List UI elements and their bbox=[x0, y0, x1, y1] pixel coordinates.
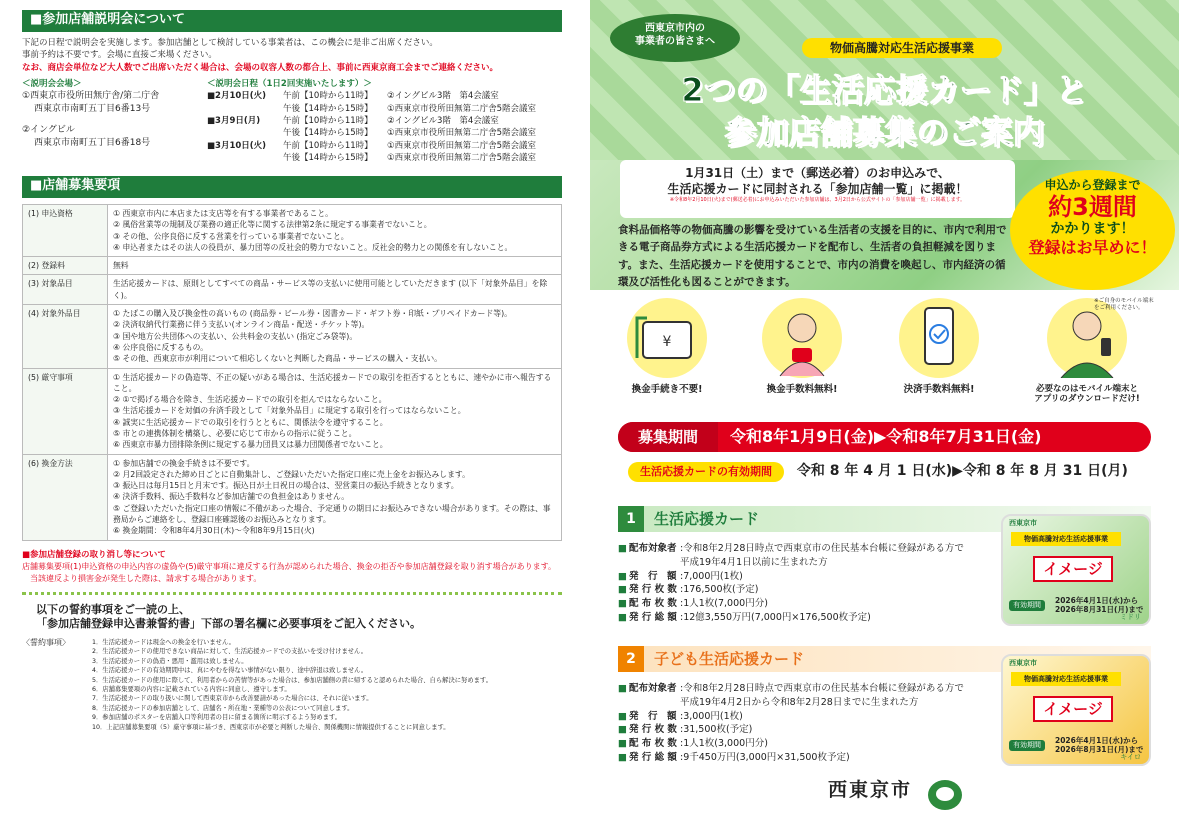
card-1-details bbox=[618, 542, 968, 625]
program-label: 物価高騰対応生活応援事業 bbox=[802, 38, 1002, 58]
schedule-cell: ②イングビル3階 第4会議室 bbox=[387, 115, 499, 126]
oath-item: 2．生活応援カードの使用できない商品に対して、生活応援カードでの支払いを受け付けません。 bbox=[92, 648, 368, 656]
oath-item: 10．上記店舗募集要項（5）厳守事項に基づき、西東京市が必要と判断した場合、関係機関に情報提供することに同意します。 bbox=[92, 723, 450, 731]
card-detail-value: :1人1枚(3,000円分) bbox=[680, 738, 768, 750]
card-detail-row bbox=[618, 570, 968, 584]
card-2-image bbox=[1001, 654, 1151, 766]
oath-item: 9．参加店舗のポスターを店舗入口等利用者の目に留まる箇所に明示するよう努めます。 bbox=[92, 714, 342, 722]
validity-period bbox=[628, 462, 1148, 488]
card-detail-value: :7,000円(1枚) bbox=[680, 570, 743, 582]
schedule-block bbox=[207, 78, 562, 166]
schedule-row bbox=[207, 127, 562, 139]
card-1-valid-dates: 2026年4月1日(水)から 2026年8月31日(月)まで bbox=[1055, 596, 1144, 615]
schedule-list bbox=[207, 90, 562, 164]
card-2-logo: 西東京市 bbox=[1009, 659, 1037, 667]
oath-label: 〈誓約事項〉 bbox=[22, 637, 70, 647]
oath-item: 1．生活応援カードは現金への換金を行いません。 bbox=[92, 638, 235, 646]
schedule-cell: 午後【14時から15時】 bbox=[283, 152, 373, 163]
requirements-table bbox=[22, 204, 562, 541]
schedule-row bbox=[207, 140, 562, 152]
city-logo-icon bbox=[928, 780, 962, 810]
card-detail-value: :31,500枚(予定) bbox=[680, 724, 753, 736]
card-1-color-name: ミドリ bbox=[1120, 612, 1141, 621]
validity-value: 令和 8 年 4 月 1 日(水)▶令和 8 年 8 月 31 日(月) bbox=[796, 463, 1128, 479]
card-1-logo: 西東京市 bbox=[1009, 519, 1037, 527]
requirement-key: (6) 換金方法 bbox=[23, 454, 108, 540]
badge-line-2: 約3週間 bbox=[1048, 192, 1137, 221]
left-column bbox=[22, 10, 562, 732]
audience-badge: 西東京市内の 事業者の皆さまへ bbox=[610, 14, 740, 62]
program-description: 食料品価格等の物価高騰の影響を受けている生活者の支援を目的に、市内で利用できる電子商品券方式による生活応援カードを配布し、生活者の負担軽減を図ります。また、生活応援カードを使用することで、市内の消費を喚起し、市内経済の循環及び活性化も図ることができます。 bbox=[618, 224, 1007, 288]
schedule-cell: ■3月9日(月) bbox=[207, 115, 261, 126]
deadline-notice bbox=[620, 160, 1015, 218]
briefing-notice: なお、商店会単位など大人数でご出席いただく場合は、会場の収容人数の都合上、事前に西東京商工会までご連絡ください。 bbox=[22, 62, 499, 73]
requirement-key: (1) 申込資格 bbox=[23, 204, 108, 256]
requirement-key: (5) 厳守事項 bbox=[23, 368, 108, 454]
card-detail-value: :令和8年2月28日時点で西東京市の住民基本台帳に登録がある方で平成19年4月2日から令和8年2月28日までに生まれた方 bbox=[680, 683, 964, 708]
card-2-details bbox=[618, 682, 968, 765]
card-detail-value: :令和8年2月28日時点で西東京市の住民基本台帳に登録がある方で平成19年4月1日以前に生まれた方 bbox=[680, 543, 964, 568]
card-2-title: 子ども生活応援カード bbox=[654, 650, 805, 668]
benefit-4-label: 必要なのはモバイル端末と アプリのダウンロードだけ! bbox=[1034, 384, 1140, 405]
card-detail-key: ■ 配布対象者 bbox=[618, 682, 680, 710]
venue-1: ①西東京市役所田無庁舎/第二庁舎 bbox=[22, 91, 160, 102]
requirement-row bbox=[23, 454, 562, 540]
schedule-cell bbox=[207, 152, 283, 164]
venue-title: ＜説明会会場＞ bbox=[22, 78, 82, 89]
schedule-cell: ①西東京市役所田無第二庁舎5階会議室 bbox=[387, 128, 537, 139]
schedule-cell: 午前【10時から11時】 bbox=[283, 115, 373, 126]
wallet-icon bbox=[762, 298, 842, 378]
schedule-cell bbox=[207, 103, 283, 115]
cancel-title: ■参加店舗登録の取り消し等について bbox=[22, 549, 166, 560]
requirement-row bbox=[23, 275, 562, 305]
card-detail-row bbox=[618, 583, 968, 597]
mobile-note: ※ご自身のモバイル端末をご利用ください。 bbox=[1094, 298, 1154, 312]
card-detail-value: :3,000円(1枚) bbox=[680, 710, 743, 722]
card-detail-key: ■ 発 行 額 bbox=[618, 710, 680, 724]
requirement-value: ① 参加店舗での換金手続きは不要です。 ② 月2回設定された締め日ごとに自動集計し、ご登録いただいた指定口座に売上金をお振込みします。 ③ 振込日は毎月15日と月末です。振込日が土日祝日の場合は、翌営業日の振込手続きとなります。 ④ 決済手数料、振込手数料など参加店舗での負担金はありません。 ⑤ ご登録いただいた指定口座の情報に不備があった場合、予定通りの期日にお振込みできない場合があります。その際は、事務局からご連絡をし、登録口座確認後のお振込みとなります。 ⑥ 換金期間：令和8年4月30日(木)～令和8年9月15日(火) bbox=[108, 454, 562, 540]
card-detail-row bbox=[618, 597, 968, 611]
venue-2-address: 西東京市南町五丁目6番18号 bbox=[34, 138, 151, 149]
card-detail-key: ■ 発 行 枚 数 bbox=[618, 583, 680, 597]
card-detail-key: ■ 配 布 枚 数 bbox=[618, 737, 680, 751]
badge-line-4: 登録はお早めに！ bbox=[1028, 238, 1157, 258]
card-detail-value: :1人1枚(7,000円分) bbox=[680, 598, 768, 610]
svg-text:¥: ¥ bbox=[662, 334, 672, 350]
benefit-1-label: 換金手続き不要! bbox=[631, 384, 703, 395]
schedule-row bbox=[207, 90, 562, 102]
validity-tag: 生活応援カードの有効期間 bbox=[628, 462, 784, 482]
oath-item: 4．生活応援カードの有効期間中は、真にやむを得ない事情がない限り、途中辞退は致しません。 bbox=[92, 667, 368, 675]
oath-item: 8．生活応援カードの参加店舗として、店舗名・所在地・業種等の公表について同意します。 bbox=[92, 704, 354, 712]
card-2-valid-tag: 有効期間 bbox=[1009, 740, 1045, 751]
benefit-3 bbox=[884, 298, 994, 395]
card-1-image bbox=[1001, 514, 1151, 626]
cancel-text: 店舗募集要項(1)申込資格の申込内容の虚偽や(5)厳守事項に違反する行為が認められた場合、換金の拒否や参加店舗登録を取り消す場合があります。 bbox=[22, 561, 557, 571]
card-detail-row bbox=[618, 682, 968, 710]
period-value: 令和8年1月9日(金)▶令和8年7月31日(金) bbox=[730, 427, 1042, 446]
requirement-row bbox=[23, 368, 562, 454]
card-detail-row bbox=[618, 710, 968, 724]
card-detail-key: ■ 発 行 額 bbox=[618, 570, 680, 584]
card-1-title: 生活応援カード bbox=[654, 510, 760, 528]
card-detail-key: ■ 発 行 総 額 bbox=[618, 751, 680, 765]
briefing-section-title: ■参加店舗説明会について bbox=[22, 10, 562, 32]
requirements-section-title: ■店舗募集要項 bbox=[22, 176, 562, 198]
card-2-bar: 物価高騰対応生活応援事業 bbox=[1011, 672, 1121, 686]
dotted-divider bbox=[22, 592, 562, 595]
card-1-image-label: イメージ bbox=[1033, 556, 1113, 582]
schedule-cell: 午前【10時から11時】 bbox=[283, 91, 373, 102]
requirement-row bbox=[23, 204, 562, 256]
card-2-section bbox=[618, 646, 1151, 765]
main-title-2: 参加店舗募集のご案内 bbox=[724, 113, 1045, 151]
schedule-cell bbox=[207, 127, 283, 139]
benefit-1 bbox=[612, 298, 722, 395]
schedule-cell: ■3月10日(火) bbox=[207, 140, 267, 151]
schedule-cell: ①西東京市役所田無第二庁舎5階会議室 bbox=[387, 140, 537, 151]
period-tag: 募集期間 bbox=[618, 422, 718, 452]
oath-heading: 以下の誓約事項をご一読の上、 bbox=[36, 603, 190, 617]
card-detail-key: ■ 配 布 枚 数 bbox=[618, 597, 680, 611]
right-column bbox=[590, 0, 1179, 836]
requirement-row bbox=[23, 257, 562, 275]
schedule-row bbox=[207, 115, 562, 127]
schedule-row bbox=[207, 152, 562, 164]
schedule-cell: ①西東京市役所田無第二庁舎5階会議室 bbox=[387, 103, 537, 114]
card-detail-row bbox=[618, 611, 968, 625]
card-1-bar: 物価高騰対応生活応援事業 bbox=[1011, 532, 1121, 546]
oath-heading-2: 「参加店舗登録申込書兼誓約書」下部の署名欄に必要事項をご記入ください。 bbox=[36, 617, 421, 631]
badge-line-3: かかります！ bbox=[1050, 220, 1135, 237]
card-detail-key: ■ 配布対象者 bbox=[618, 542, 680, 570]
schedule-row bbox=[207, 103, 562, 115]
requirement-key: (4) 対象外品目 bbox=[23, 305, 108, 368]
benefit-2 bbox=[747, 298, 857, 395]
cancel-text-2: 当該違反より損害金が発生した際は、請求する場合があります。 bbox=[30, 573, 262, 583]
card-detail-key: ■ 発 行 総 額 bbox=[618, 611, 680, 625]
benefit-2-label: 換金手数料無料! bbox=[766, 384, 838, 395]
card-2-image-label: イメージ bbox=[1033, 696, 1113, 722]
card-detail-row bbox=[618, 723, 968, 737]
briefing-text: 下記の日程で説明会を実施します。参加店舗として検討している事業者は、この機会に是非ご出席ください。 bbox=[22, 38, 438, 48]
oath-item: 3．生活応援カードの偽造・悪用・濫用は致しません。 bbox=[92, 657, 248, 665]
card-1-section bbox=[618, 506, 1151, 625]
benefit-3-label: 決済手数料無料! bbox=[903, 384, 975, 395]
schedule-cell: 午前【10時から11時】 bbox=[283, 140, 373, 151]
badge-line-1: 申込から登録まで bbox=[1044, 178, 1141, 192]
card-detail-row bbox=[618, 542, 968, 570]
card-detail-row bbox=[618, 751, 968, 765]
oath-list bbox=[92, 638, 562, 732]
requirement-key: (2) 登録料 bbox=[23, 257, 108, 275]
card-detail-value: :9千450万円(3,000円×31,500枚予定) bbox=[680, 751, 850, 763]
benefit-4 bbox=[1022, 298, 1152, 404]
city-name: 西東京市 bbox=[828, 779, 913, 801]
notice-line-2: 生活応援カードに同封される「参加店舗一覧」に掲載！ bbox=[667, 181, 968, 196]
oath-item: 6．店舗募集要項の内容に記載されている内容に同意し、遵守します。 bbox=[92, 685, 291, 693]
schedule-cell: 午後【14時から15時】 bbox=[283, 103, 373, 114]
requirement-value: ① 生活応援カードの偽造等、不正の疑いがある場合は、生活応援カードでの取引を拒否するとともに、速やかに市へ報告すること。 ② ①で掲げる場合を除き、生活応援カードでの取引を拒んではならないこと。 ③ 生活応援カードを対価の弁済手段として「対象外品目」に規定する取引を行ってはならないこと。 ④ 誠実に生活応援カードでの取引を行うとともに、関係法令を遵守すること。 ⑤ 市との連携体制を構築し、必要に応じて市からの指示に従うこと。 ⑥ 西東京市暴力団排除条例に規定する暴力団員又は暴力団関係者でないこと。 bbox=[108, 368, 562, 454]
card-detail-key: ■ 発 行 枚 数 bbox=[618, 723, 680, 737]
benefit-icons bbox=[612, 298, 1157, 408]
card-2-color-name: キイロ bbox=[1120, 752, 1141, 761]
notice-line-1: 1月31日（土）まで（郵送必着）のお申込みで、 bbox=[685, 166, 950, 180]
card-1-valid-tag: 有効期間 bbox=[1009, 600, 1045, 611]
requirement-row bbox=[23, 305, 562, 368]
requirement-value: ① たばこの購入及び換金性の高いもの (商品券・ビール券・図書カード・ギフト券・印紙・プリペイドカード等)。 ② 決済収納代行業務に伴う支払い(オンライン商品・配送・チケット等)。 ③ 国や地方公共団体への支払い、公共料金の支払い (指定ごみ袋等)。 ④ 公序良俗に反するもの。 ⑤ その他、西東京市が利用について相応しくないと判断した商品・サービスの購入・支払い。 bbox=[108, 305, 562, 368]
notice-line-3: ※令和8年2月10日(火)まで(郵送必着)にお申込みいただいた参加店舗は、3月2日から公式サイトの「参加店舗一覧」に掲載します。 bbox=[669, 197, 966, 204]
main-title: 2つの「生活応援カード」と bbox=[681, 71, 1088, 109]
venue-block bbox=[22, 78, 207, 166]
schedule-cell: ②イングビル3階 第4会議室 bbox=[387, 91, 499, 102]
card-detail-value: :176,500枚(予定) bbox=[680, 584, 759, 596]
briefing-text-2: 事前予約は不要です。会場に直接ご来場ください。 bbox=[22, 50, 217, 61]
venue-1-address: 西東京市南町五丁目6番13号 bbox=[34, 104, 151, 115]
phone-check-icon bbox=[899, 298, 979, 378]
oath-item: 7．生活応援カードの取り扱いに関して西東京市から改善要請があった場合には、それに従います。 bbox=[92, 695, 373, 703]
requirement-value: 無料 bbox=[108, 257, 562, 275]
cash-register-icon bbox=[627, 298, 707, 378]
requirement-value: ① 西東京市内に本店または支店等を有する事業者であること。 ② 風俗営業等の規制及び業務の適正化等に関する法律第2条に規定する事業者でないこと。 ③ その他、公序良俗に反する営業を行っている事業者でないこと。 ④ 申込者またはその法人の役員が、暴力団等の反社会的勢力でないこと。反社会的勢力との関係を有しないこと。 bbox=[108, 204, 562, 256]
card-1-number: 1 bbox=[618, 506, 644, 532]
schedule-cell: 午後【14時から15時】 bbox=[283, 128, 373, 139]
requirement-key: (3) 対象品目 bbox=[23, 275, 108, 305]
oath-item: 5．生活応援カードの使用に際して、利用者からの苦情等があった場合は、参加店舗側の責に帰すると認められた場合、自ら解決に努めます。 bbox=[92, 676, 493, 684]
schedule-cell: ■2月10日(火) bbox=[207, 91, 267, 102]
schedule-title: ＜説明会日程（1日2回実施いたします）＞ bbox=[207, 78, 372, 89]
schedule-cell: ①西東京市役所田無第二庁舎5階会議室 bbox=[387, 152, 537, 163]
card-2-number: 2 bbox=[618, 646, 644, 672]
card-detail-row bbox=[618, 737, 968, 751]
registration-time-badge bbox=[1010, 170, 1175, 290]
requirement-value: 生活応援カードは、原則としてすべての商品・サービス等の支払いに使用可能としていただきます (以下「対象外品目」を除く)。 bbox=[108, 275, 562, 305]
venue-2: ②イングビル bbox=[22, 125, 75, 136]
card-2-valid-dates: 2026年4月1日(水)から 2026年8月31日(月)まで bbox=[1055, 736, 1144, 755]
card-detail-value: :12億3,550万円(7,000円×176,500枚予定) bbox=[680, 611, 871, 623]
recruitment-period bbox=[618, 422, 1151, 452]
